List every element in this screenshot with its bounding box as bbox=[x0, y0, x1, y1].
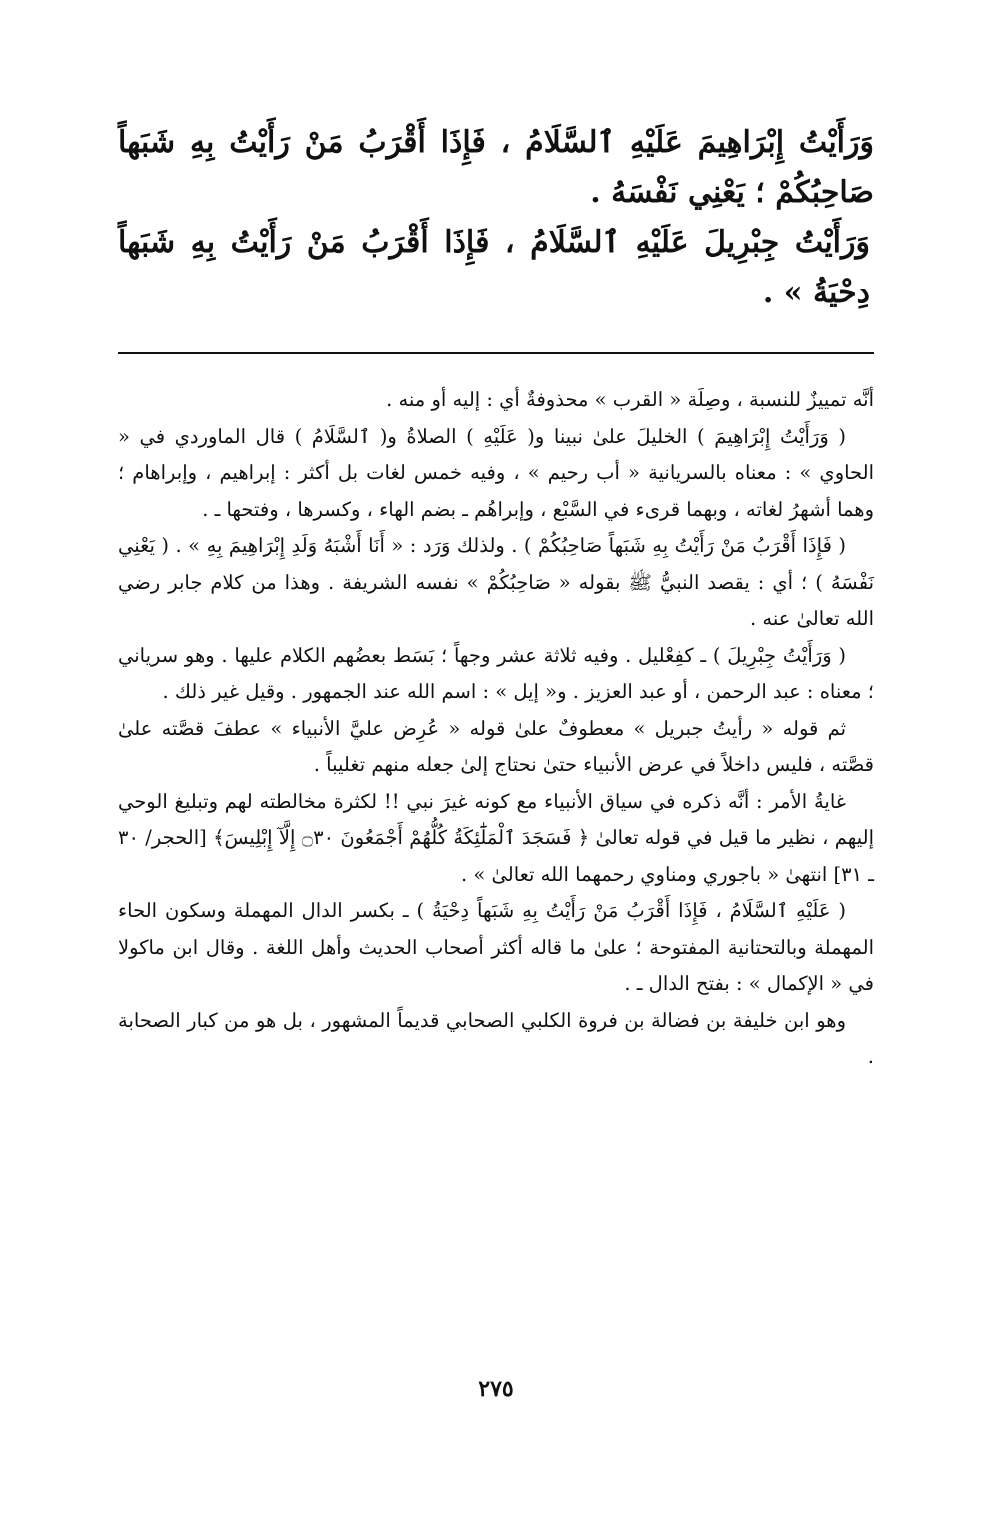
hadith-line-jibril: وَرَأَيْتُ جِبْرِيلَ عَلَيْهِ ٱلسَّلَامُ ، فَإِذَا أَقْرَبُ مَنْ رَأَيْتُ بِهِ شَبَهاً دِحْيَةُ » . bbox=[118, 225, 870, 310]
commentary-paragraph: وهو ابن خليفة بن فضالة بن فروة الكلبي الصحابي قديماً المشهور ، بل هو من كبار الصحابة . bbox=[118, 1008, 874, 1068]
page-number: ٢٧٥ bbox=[478, 1376, 514, 1402]
commentary-paragraph: ( فَإِذَا أَقْرَبُ مَنْ رَأَيْتُ بِهِ شَبَهاً صَاحِبُكُمْ ) . ولذلك وَرَد : « أَنَا أَشْبَهُ وَلَدِ إِبْرَاهِيمَ بِهِ » . ( يَعْنِي نَفْسَهُ ) ؛ أي : يقصد النبيُّ ﷺ بقوله « صَاحِبُكُمْ » نفسه الشريفة . وهذا من كلام جابر رضي الله تعالىٰ عنه . bbox=[118, 534, 874, 630]
commentary bbox=[118, 382, 874, 1076]
commentary-paragraph: ( وَرَأَيْتُ جِبْرِيلَ ) ـ كفِعْليل . وفيه ثلاثة عشر وجهاً ؛ بَسَط بعضُهم الكلام عليها . وهو سرياني ؛ معناه : عبد الرحمن ، أو عبد العزيز . و« إيل » : اسم الله عند الجمهور . وقيل غير ذلك . bbox=[118, 643, 874, 703]
page-body bbox=[118, 118, 874, 1076]
commentary-paragraph: ( وَرَأَيْتُ إِبْرَاهِيمَ ) الخليلَ علىٰ نبينا و( عَلَيْهِ ) الصلاةُ و( ٱلسَّلَامُ ) قال الماوردي في « الحاوي » : معناه بالسريانية « أب رحيم » ، وفيه خمس لغات بل أكثر : إبراهيم ، وإبراهام ؛ وهما أشهرُ لغاته ، وبهما قرىء في السَّبْع ، وإبراهُم ـ بضم الهاء ، وكسرها ، وفتحها ـ . bbox=[118, 424, 874, 521]
hadith-text bbox=[118, 118, 874, 318]
hadith-line-ibrahim: وَرَأَيْتُ إِبْرَاهِيمَ عَلَيْهِ ٱلسَّلَامُ ، فَإِذَا أَقْرَبُ مَنْ رَأَيْتُ بِهِ شَبَهاً صَاحِبُكُمْ ؛ يَعْنِي نَفْسَهُ . bbox=[118, 125, 874, 210]
commentary-paragraph: ثم قوله « رأيتُ جبريل » معطوفٌ علىٰ قوله « عُرِض عليَّ الأنبياء » عطفَ قصَّته علىٰ قصَّته ، فليس داخلاً في عرض الأنبياء حتىٰ نحتاج إلىٰ جعله منهم تغليباً . bbox=[118, 716, 874, 776]
commentary-paragraph: ( عَلَيْهِ ٱلسَّلَامُ ، فَإِذَا أَقْرَبُ مَنْ رَأَيْتُ بِهِ شَبَهاً دِحْيَةُ ) ـ بكسر الدال المهملة وسكون الحاء المهملة وبالتحتانية المفتوحة ؛ علىٰ ما قاله أكثر أصحاب الحديث وأهل اللغة . وقال ابن ماكولا في « الإكمال » : بفتح الدال ـ . bbox=[118, 899, 874, 995]
commentary-paragraph: غايةُ الأمر : أنَّه ذكره في سياق الأنبياء مع كونه غيرَ نبي !! لكثرة مخالطته لهم وتبليغ الوحي إليهم ، نظير ما قيل في قوله تعالىٰ ﴿ فَسَجَدَ ٱلْمَلَٰٓئِكَةُ كُلُّهُمْ أَجْمَعُونَ ۝٣٠ إِلَّآ إِبْلِيسَ﴾ [الحجر/ ٣٠ ـ ٣١] انتهىٰ « باجوري ومناوي رحمهما الله تعالىٰ » . bbox=[118, 789, 874, 886]
horizontal-divider bbox=[118, 352, 874, 354]
commentary-paragraph: أنَّه تمييزٌ للنسبة ، وصِلَة « القرب » محذوفةٌ أي : إليه أو منه . bbox=[386, 388, 874, 411]
